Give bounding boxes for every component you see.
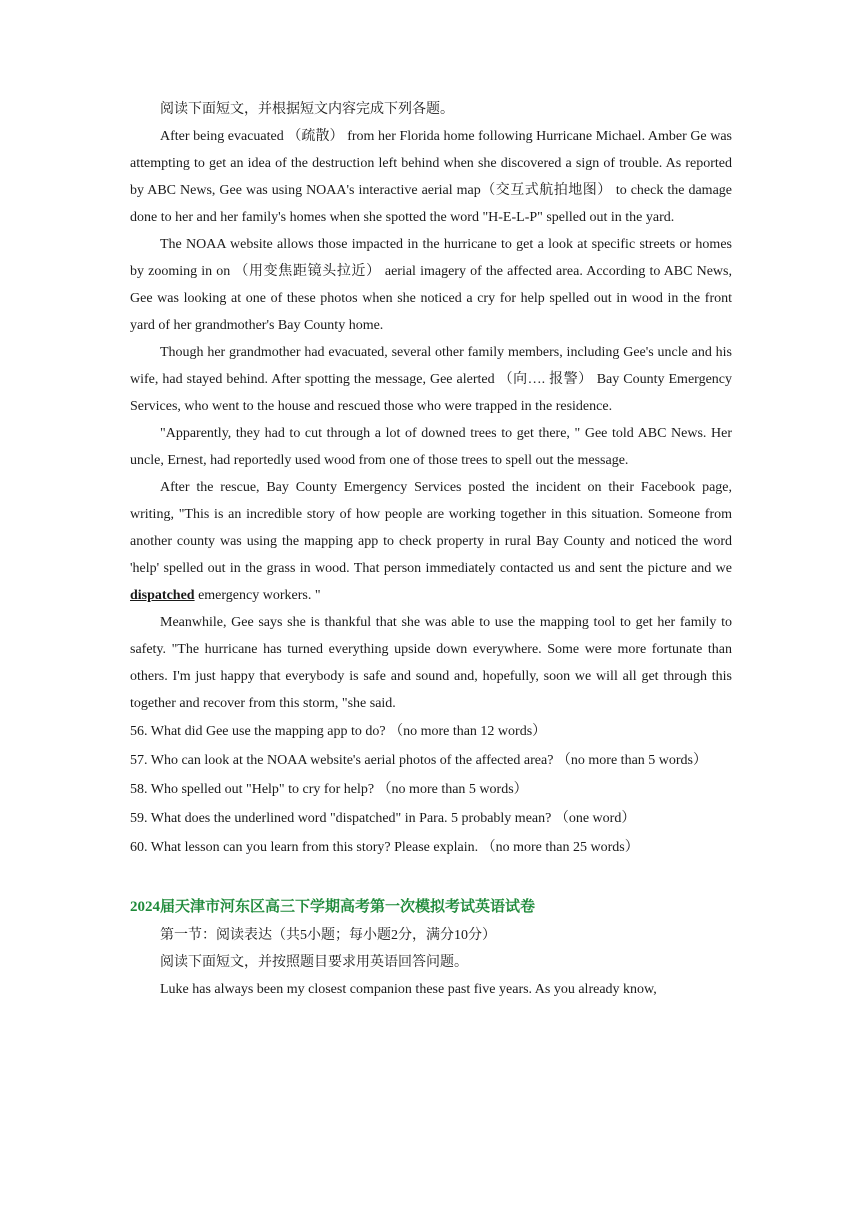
section-heading: 第一节：阅读表达（共5小题；每小题2分，满分10分）: [160, 928, 496, 943]
instruction-text: 阅读下面短文，并根据短文内容完成下列各题。: [160, 102, 454, 117]
exam-title: 2024届天津市河东区高三下学期高考第一次模拟考试英语试卷: [130, 899, 536, 915]
paragraph-6: Meanwhile, Gee says she is thankful that she was able to use the mapping tool to get her family to safety. "The hurricane has turned everything upside down everywhere. Some were more fortunate than others. I'm just happy that everybody is safe and sound and, hopefully, soon we will all get through this together and recover from this storm, "she said.: [130, 615, 732, 711]
underlined-word-dispatched: dispatched: [130, 588, 195, 603]
question-57: 57. Who can look at the NOAA website's aerial photos of the affected area? （no more than 5 words）: [130, 753, 708, 768]
paragraph-5-before: After the rescue, Bay County Emergency Services posted the incident on their Facebook page, writing, "This is an incredible story of how people are working together in this situation. Someone from another county was using the mapping app to check property in rural Bay County and noticed the word 'help' spelled out in the grass in wood. That person immediately contacted us and sent the picture and we: [130, 480, 732, 576]
question-60: 60. What lesson can you learn from this story? Please explain. （no more than 25 words）: [130, 840, 639, 855]
passage2-paragraph-1: Luke has always been my closest companion these past five years. As you already know,: [160, 982, 657, 997]
paragraph-4: "Apparently, they had to cut through a lot of downed trees to get there, " Gee told ABC News. Her uncle, Ernest, had reportedly used wood from one of those trees to spell out the message.: [130, 426, 732, 468]
instruction-text-2: 阅读下面短文，并按照题目要求用英语回答问题。: [160, 955, 468, 970]
document-page: [130, 96, 732, 1003]
question-56: 56. What did Gee use the mapping app to do? （no more than 12 words）: [130, 724, 547, 739]
paragraph-5-after: emergency workers. ": [194, 588, 321, 603]
paragraph-5: [130, 474, 732, 609]
question-58: 58. Who spelled out "Help" to cry for help? （no more than 5 words）: [130, 782, 528, 797]
question-59: 59. What does the underlined word "dispatched" in Para. 5 probably mean? （one word）: [130, 811, 636, 826]
paragraph-3: Though her grandmother had evacuated, several other family members, including Gee's uncle and his wife, had stayed behind. After spotting the message, Gee alerted （向…. 报警） Bay County Emergency Services, who went to the house and rescued those who were trapped in the residence.: [130, 345, 732, 414]
paragraph-2: The NOAA website allows those impacted in the hurricane to get a look at specific streets or homes by zooming in on （用变焦距镜头拉近） aerial imagery of the affected area. According to ABC News, Gee was looking at one of these photos when she noticed a cry for help spelled out in wood in the front yard of her grandmother's Bay County home.: [130, 237, 732, 333]
paragraph-1: After being evacuated （疏散） from her Florida home following Hurricane Michael. Amber Ge was attempting to get an idea of the destruction left behind when she discovered a sign of trouble. As reported by ABC News, Gee was using NOAA's interactive aerial map（交互式航拍地图） to check the damage done to her and her family's homes when she spotted the word "H-E-L-P" spelled out in the yard.: [130, 129, 732, 225]
